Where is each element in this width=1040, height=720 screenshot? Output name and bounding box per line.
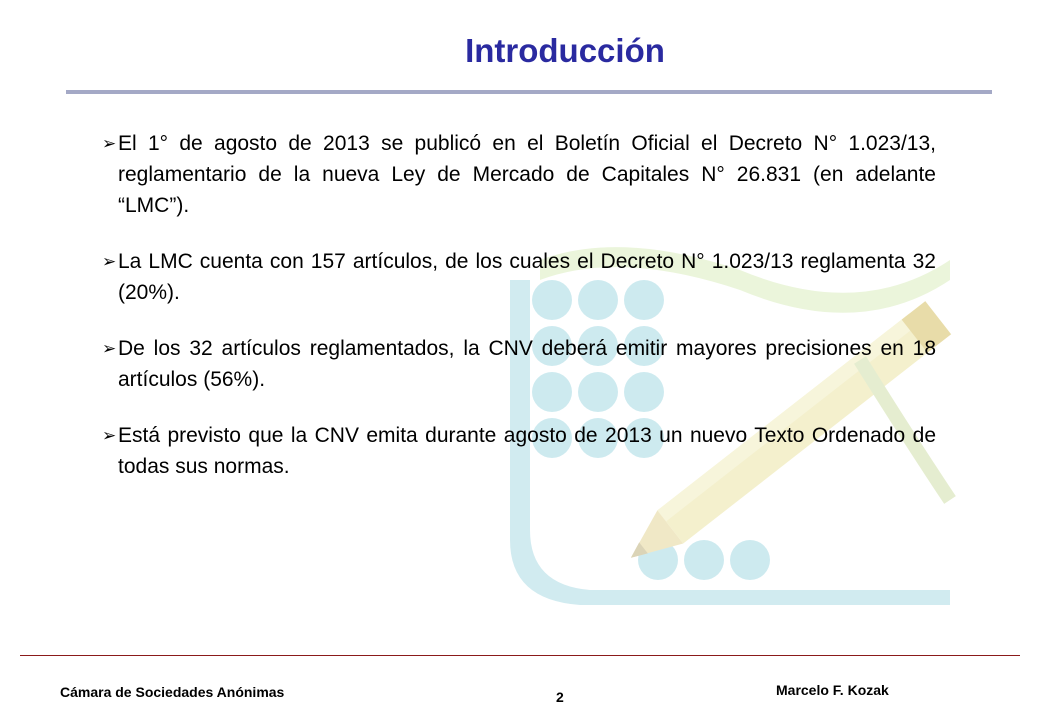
arrow-bullet-icon: ➢ [102, 134, 117, 153]
list-item-text: Está previsto que la CNV emita durante agosto de 2013 un nuevo Texto Ordenado de todas sus normas. [118, 424, 936, 478]
title-divider [66, 90, 992, 94]
arrow-bullet-icon: ➢ [102, 339, 117, 358]
bullet-list [102, 128, 936, 507]
list-item-text: La LMC cuenta con 157 artículos, de los cuales el Decreto N° 1.023/13 reglamenta 32 (20%). [118, 250, 936, 304]
page-title: Introducción [465, 32, 665, 69]
arrow-bullet-icon: ➢ [102, 426, 117, 445]
footer-organization: Cámara de Sociedades Anónimas [60, 684, 285, 700]
footer-author: Marcelo F. Kozak [776, 682, 889, 698]
page-number: 2 [556, 689, 564, 705]
list-item-text: De los 32 artículos reglamentados, la CNV deberá emitir mayores precisiones en 18 artículos (56%). [118, 337, 936, 391]
list-item-text: El 1° de agosto de 2013 se publicó en el Boletín Oficial el Decreto N° 1.023/13, reglamentario de la nueva Ley de Mercado de Capitales N° 26.831 (en adelante “LMC”). [118, 132, 936, 217]
footer-divider [20, 655, 1020, 656]
list-item [102, 246, 936, 308]
arrow-bullet-icon: ➢ [102, 252, 117, 271]
list-item [102, 128, 936, 221]
list-item [102, 333, 936, 395]
list-item [102, 420, 936, 482]
